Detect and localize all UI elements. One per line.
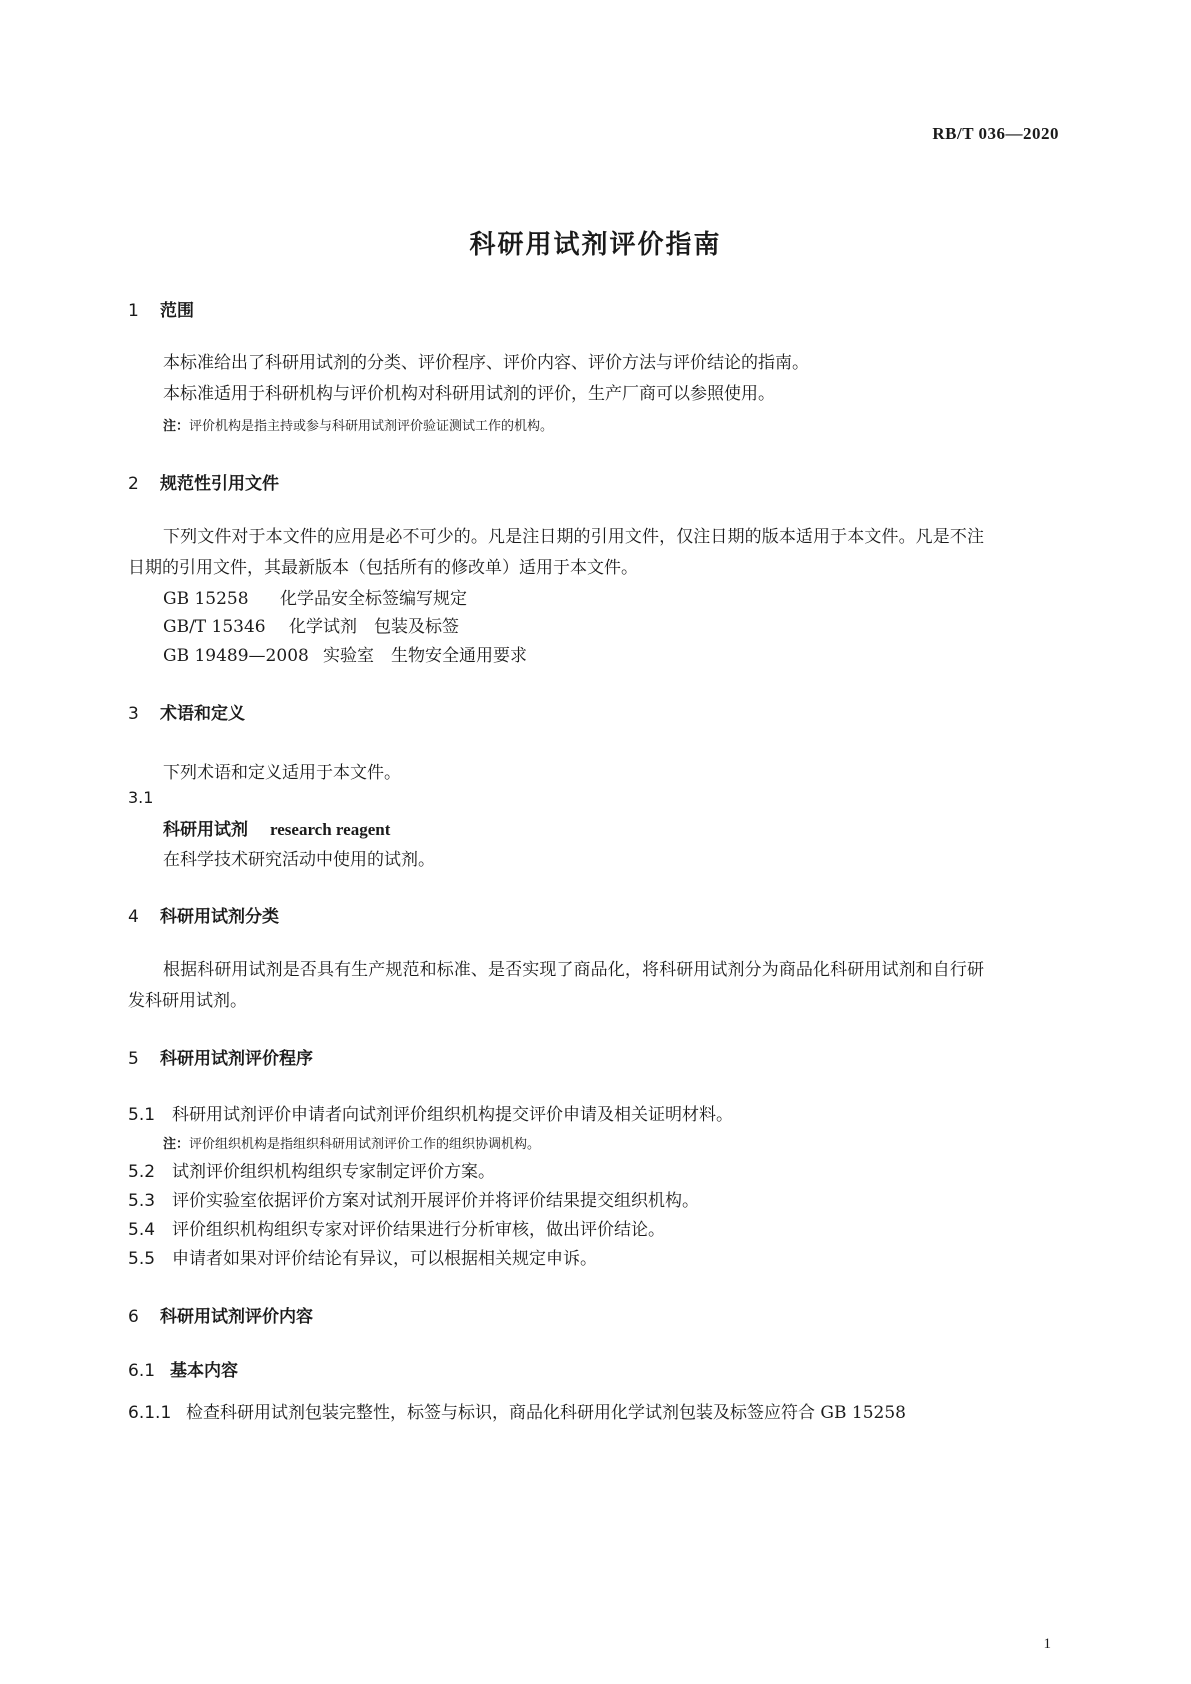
clause-number: 5.4 xyxy=(128,1220,156,1240)
reference-code: GB 19489—2008 xyxy=(163,646,309,666)
section-title: 科研用试剂评价内容 xyxy=(160,1307,313,1327)
subsection-number: 6.1 xyxy=(128,1361,156,1381)
clause-text: 评价实验室依据评价方案对试剂开展评价并将评价结果提交组织机构。 xyxy=(172,1191,699,1211)
section-number: 4 xyxy=(128,907,139,927)
clause-item xyxy=(128,1157,495,1182)
reference-code: GB/T 15346 xyxy=(163,617,266,637)
section-title: 规范性引用文件 xyxy=(160,474,279,494)
term-english: research reagent xyxy=(270,820,391,839)
clause-text: 检查科研用试剂包装完整性，标签与标识，商品化科研用化学试剂包装及标签应符合 GB 15258 xyxy=(186,1403,906,1423)
clause-text: 科研用试剂评价申请者向试剂评价组织机构提交评价申请及相关证明材料。 xyxy=(172,1105,733,1125)
note xyxy=(163,415,553,434)
reference-item xyxy=(163,612,459,637)
section-title: 范围 xyxy=(160,301,194,321)
section-1-heading xyxy=(128,296,194,321)
reference-item xyxy=(163,641,527,666)
section-number: 5 xyxy=(128,1049,139,1069)
clause-item xyxy=(128,1186,699,1211)
clause-number: 5.2 xyxy=(128,1162,156,1182)
clause-item xyxy=(128,1398,906,1423)
clause-item xyxy=(128,1244,597,1269)
standard-number: RB/T 036—2020 xyxy=(932,124,1059,143)
reference-item xyxy=(163,584,467,609)
subsection-title: 基本内容 xyxy=(170,1361,238,1381)
section-title: 科研用试剂评价程序 xyxy=(160,1049,313,1069)
term-chinese: 科研用试剂 xyxy=(163,820,248,840)
clause-item xyxy=(128,1215,665,1240)
term-definition: 在科学技术研究活动中使用的试剂。 xyxy=(163,850,435,870)
paragraph: 下列文件对于本文件的应用是必不可少的。凡是注日期的引用文件，仅注日期的版本适用于本文件。凡是不注日期的引用文件，其最新版本（包括所有的修改单）适用于本文件。 xyxy=(128,527,984,578)
section-number: 1 xyxy=(128,301,139,321)
paragraph: 本标准给出了科研用试剂的分类、评价程序、评价内容、评价方法与评价结论的指南。 xyxy=(163,353,809,373)
reference-code: GB 15258 xyxy=(163,589,249,609)
paragraph: 下列术语和定义适用于本文件。 xyxy=(163,763,401,783)
reference-title: 实验室 生物安全通用要求 xyxy=(323,646,527,666)
paragraph: 本标准适用于科研机构与评价机构对科研用试剂的评价，生产厂商可以参照使用。 xyxy=(163,384,775,404)
section-5-heading xyxy=(128,1044,313,1069)
section-number: 3 xyxy=(128,704,139,724)
note-text: 评价机构是指主持或参与科研用试剂评价验证测试工作的机构。 xyxy=(189,419,554,434)
clause-text: 试剂评价组织机构组织专家制定评价方案。 xyxy=(172,1162,495,1182)
note xyxy=(163,1133,540,1152)
section-3-heading xyxy=(128,699,245,724)
term-number: 3.1 xyxy=(128,788,154,807)
section-4-heading xyxy=(128,902,279,927)
note-label: 注： xyxy=(163,1137,190,1152)
reference-title: 化学试剂 包装及标签 xyxy=(289,617,459,637)
term-entry xyxy=(163,815,390,840)
clause-number: 5.5 xyxy=(128,1249,156,1269)
section-title: 科研用试剂分类 xyxy=(160,907,279,927)
section-2-heading xyxy=(128,469,279,494)
clause-number: 6.1.1 xyxy=(128,1403,172,1423)
clause-number: 5.1 xyxy=(128,1105,156,1125)
page-number: 1 xyxy=(1043,1636,1051,1652)
note-text: 评价组织机构是指组织科研用试剂评价工作的组织协调机构。 xyxy=(189,1137,541,1152)
section-6-heading xyxy=(128,1302,313,1327)
section-number: 6 xyxy=(128,1307,139,1327)
section-title: 术语和定义 xyxy=(160,704,245,724)
reference-title: 化学品安全标签编写规定 xyxy=(280,589,467,609)
note-label: 注： xyxy=(163,419,190,434)
document-title: 科研用试剂评价指南 xyxy=(469,230,722,260)
clause-number: 5.3 xyxy=(128,1191,156,1211)
clause-text: 评价组织机构组织专家对评价结果进行分析审核，做出评价结论。 xyxy=(172,1220,665,1240)
clause-text: 申请者如果对评价结论有异议，可以根据相关规定申诉。 xyxy=(172,1249,597,1269)
section-number: 2 xyxy=(128,474,139,494)
subsection-heading xyxy=(128,1356,238,1381)
paragraph: 根据科研用试剂是否具有生产规范和标准、是否实现了商品化，将科研用试剂分为商品化科研用试剂和自行研发科研用试剂。 xyxy=(128,960,984,1011)
clause-item xyxy=(128,1100,733,1125)
